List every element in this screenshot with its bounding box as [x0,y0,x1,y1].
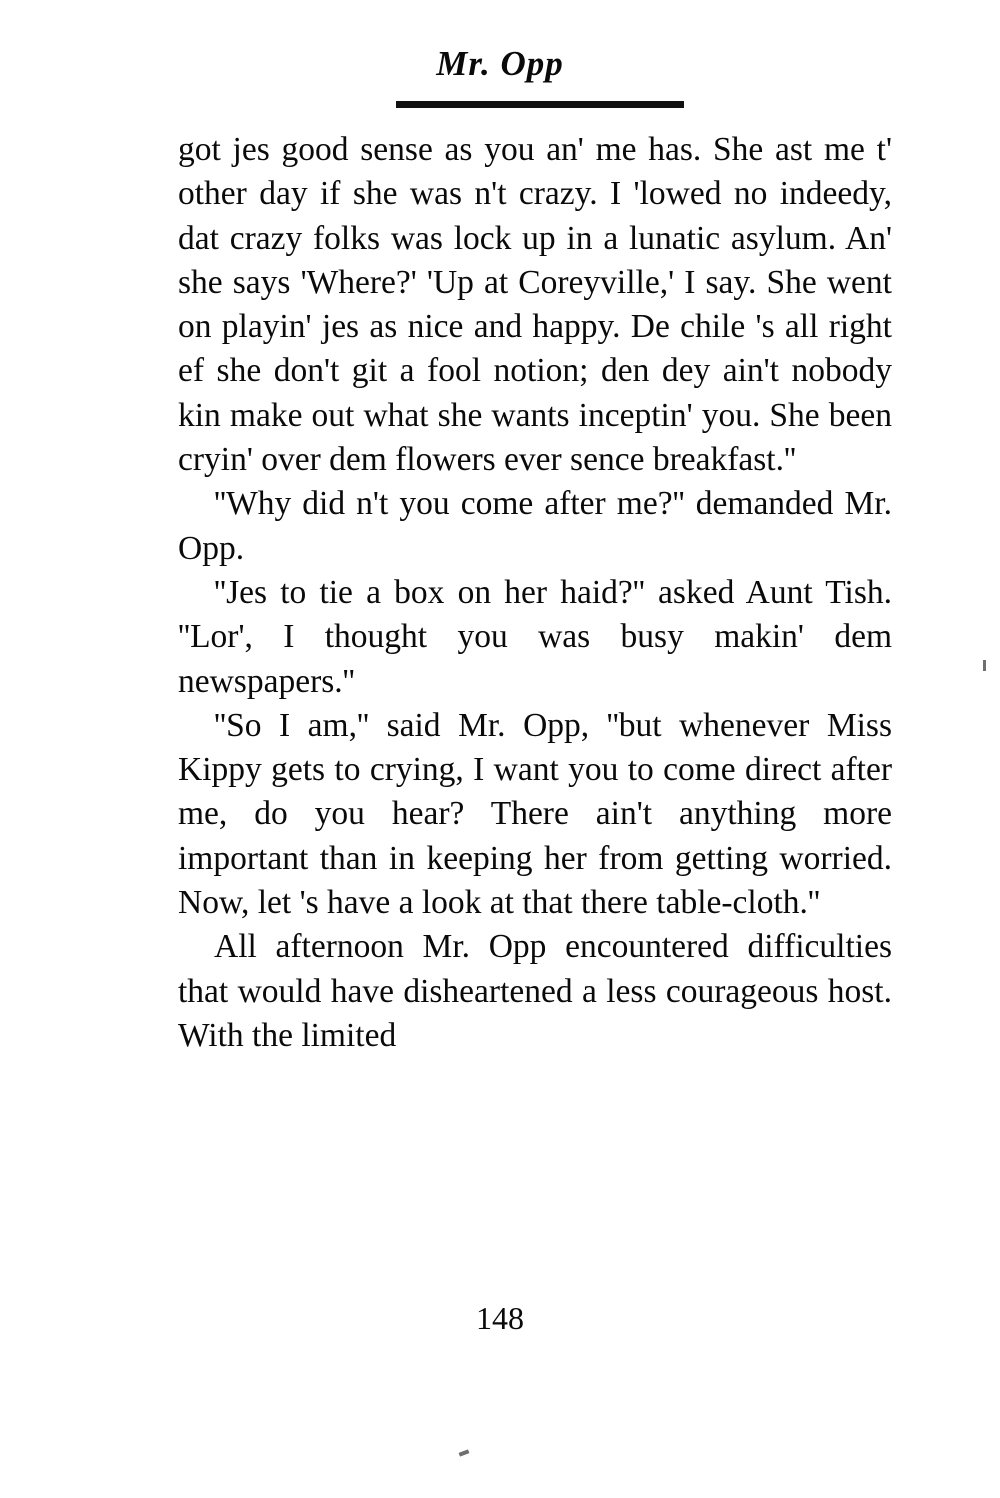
paragraph: All afternoon Mr. Opp encountered difficulties that would have disheartened a less courageous host. With the limited [178,928,892,1054]
body-text [178,128,892,1058]
scan-speck-icon [983,660,986,671]
paragraph: ''So I am,'' said Mr. Opp, ''but whenever Miss Kippy gets to crying, I want you to come direct after me, do you hear? There ain't anything more important than in keeping her from getting worried. Now, let 's have a look at that there table-cloth.'' [178,706,892,922]
paragraph: ''Jes to tie a box on her haid?'' asked Aunt Tish. ''Lor', I thought you was busy makin' dem newspapers.'' [178,573,892,700]
page-number: 148 [476,1300,524,1336]
scan-speck-icon [459,1449,470,1456]
paragraph: ''Why did n't you come after me?'' demanded Mr. Opp. [178,485,892,567]
paragraph: got jes good sense as you an' me has. She ast me t' other day if she was n't crazy. I 'lowed no indeedy, dat crazy folks was lock up in a lunatic asylum. An' she says 'Where?' 'Up at Coreyville,' I say. She went on playin' jes as nice and happy. De chile 's all right ef she don't git a fool notion; den dey ain't nobody kin make out what she wants inceptin' you. She been cryin' over dem flowers ever sence breakfast.'' [178,131,892,479]
running-head: Mr. Opp [436,44,564,83]
header-rule [396,101,684,108]
